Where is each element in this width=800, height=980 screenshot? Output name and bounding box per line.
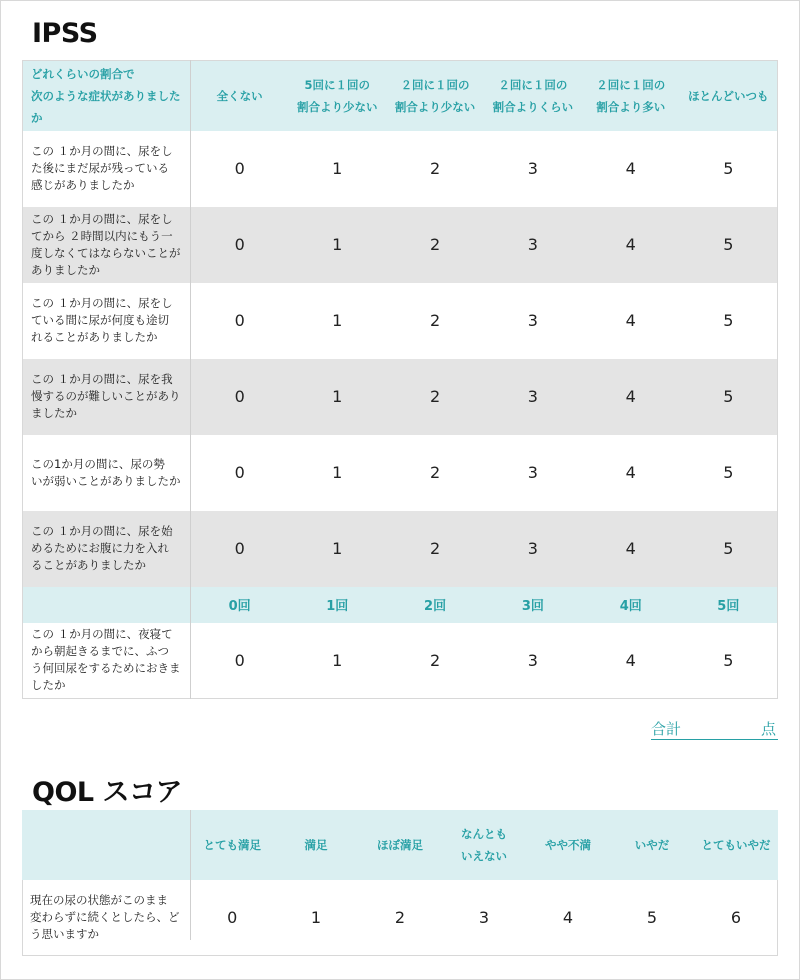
header-option-cell bbox=[358, 810, 442, 880]
score-option[interactable]: 2 bbox=[386, 435, 484, 511]
score-option[interactable]: 5 bbox=[610, 880, 694, 940]
header-option-cell bbox=[694, 810, 778, 880]
score-option[interactable]: 5 bbox=[680, 435, 778, 511]
score-option[interactable]: 2 bbox=[386, 207, 484, 283]
score-option[interactable]: 0 bbox=[191, 131, 289, 207]
text-line: ほとんどいつも bbox=[688, 88, 769, 103]
question-row bbox=[23, 207, 778, 283]
text-line: てから ２時間以内にもう一 bbox=[31, 228, 173, 243]
score-option[interactable]: 0 bbox=[191, 435, 289, 511]
total-label: 合計 bbox=[651, 720, 682, 738]
header-option-cell bbox=[680, 61, 778, 131]
text-line: 割合より多い bbox=[596, 99, 666, 114]
text-line: めるためにお腹に力を入れ bbox=[31, 541, 169, 555]
text-line: とても満足 bbox=[203, 838, 261, 852]
text-line: したか bbox=[31, 678, 66, 693]
text-line: 感じがありましたか bbox=[31, 178, 135, 192]
count-header-cell: 5回 bbox=[680, 587, 778, 623]
text-line: この １か月の間に、尿をし bbox=[31, 211, 173, 226]
text-line: う何回尿をするためにおきま bbox=[31, 661, 181, 676]
text-line: なんとも bbox=[461, 827, 507, 841]
text-line: ２回に１回の bbox=[498, 77, 568, 92]
score-option[interactable]: 3 bbox=[484, 207, 582, 283]
score-option[interactable]: 3 bbox=[484, 131, 582, 207]
header-option-cell bbox=[190, 810, 274, 880]
header-option-cell bbox=[484, 61, 582, 131]
score-option[interactable]: 2 bbox=[386, 131, 484, 207]
text-line: ましたか bbox=[31, 406, 77, 420]
question-text bbox=[23, 623, 191, 699]
score-option[interactable]: 2 bbox=[386, 359, 484, 435]
score-option[interactable]: 3 bbox=[442, 880, 526, 940]
score-option[interactable]: 3 bbox=[484, 435, 582, 511]
header-option-cell bbox=[288, 61, 386, 131]
question-row bbox=[23, 359, 778, 435]
score-option[interactable]: 4 bbox=[526, 880, 610, 940]
text-line: ２回に１回の bbox=[596, 77, 666, 92]
question-row bbox=[23, 131, 778, 207]
score-option[interactable]: 2 bbox=[386, 283, 484, 359]
score-option[interactable]: 0 bbox=[191, 623, 289, 699]
text-line: ている間に尿が何度も途切 bbox=[31, 313, 169, 327]
text-line: この １か月の間に、尿をし bbox=[31, 296, 173, 310]
text-line: この １か月の間に、尿をし bbox=[31, 144, 173, 158]
score-option[interactable]: 4 bbox=[582, 207, 680, 283]
score-option[interactable]: 1 bbox=[288, 623, 386, 699]
score-option[interactable]: 0 bbox=[191, 207, 289, 283]
score-option[interactable]: 5 bbox=[680, 359, 778, 435]
text-line: 割合より少ない bbox=[394, 99, 476, 114]
header-option-cell bbox=[526, 810, 610, 880]
header-question-cell bbox=[23, 61, 191, 131]
count-header-cell: 2回 bbox=[386, 587, 484, 623]
header-option-cell bbox=[442, 810, 526, 880]
score-option[interactable]: 0 bbox=[190, 880, 274, 940]
header-option-cell bbox=[274, 810, 358, 880]
text-line: この １か月の間に、夜寝て bbox=[31, 627, 173, 642]
text-line: 割合よりくらい bbox=[492, 99, 574, 114]
ipss-table bbox=[22, 60, 778, 699]
text-line: どれくらいの割合で bbox=[31, 66, 135, 81]
header-option-cell bbox=[582, 61, 680, 131]
question-text bbox=[23, 283, 191, 359]
header-question-cell bbox=[22, 810, 190, 880]
score-option[interactable]: 0 bbox=[191, 283, 289, 359]
text-line: う思いますか bbox=[30, 926, 99, 940]
text-line: 全くない bbox=[216, 88, 263, 103]
score-option[interactable]: 3 bbox=[484, 623, 582, 699]
question-row bbox=[23, 511, 778, 587]
text-line: この １か月の間に、尿を我 bbox=[31, 372, 173, 386]
table-header-row bbox=[23, 61, 778, 131]
count-header-cell: 1回 bbox=[288, 587, 386, 623]
score-option[interactable]: 6 bbox=[694, 880, 778, 940]
score-option[interactable]: 2 bbox=[386, 511, 484, 587]
header-option-cell bbox=[386, 61, 484, 131]
score-option[interactable]: 4 bbox=[582, 359, 680, 435]
text-line: から朝起きるまでに、ふつ bbox=[31, 644, 169, 659]
score-option[interactable]: 5 bbox=[680, 207, 778, 283]
text-line: た後にまだ尿が残っている bbox=[31, 161, 169, 175]
score-option[interactable]: 4 bbox=[582, 623, 680, 699]
score-option[interactable]: 1 bbox=[288, 511, 386, 587]
score-option[interactable]: 3 bbox=[484, 511, 582, 587]
score-option[interactable]: 1 bbox=[288, 359, 386, 435]
qol-table bbox=[22, 810, 778, 940]
score-option[interactable]: 0 bbox=[191, 359, 289, 435]
text-line: れることがありましたか bbox=[31, 330, 158, 344]
score-option[interactable]: 1 bbox=[288, 131, 386, 207]
score-option[interactable]: 2 bbox=[386, 623, 484, 699]
count-header-cell: 4回 bbox=[582, 587, 680, 623]
qol-title: QOL スコア bbox=[32, 777, 183, 808]
count-header-blank bbox=[23, 587, 191, 623]
question-text bbox=[23, 511, 191, 587]
question-text bbox=[23, 359, 191, 435]
text-line: いが弱いことがありましたか bbox=[31, 473, 181, 488]
text-line: ることがありましたか bbox=[31, 558, 146, 572]
question-row bbox=[23, 283, 778, 359]
question-row bbox=[23, 623, 778, 699]
text-line: 満足 bbox=[304, 838, 328, 852]
score-option[interactable]: 4 bbox=[582, 435, 680, 511]
total-unit: 点 bbox=[760, 720, 776, 738]
question-text bbox=[23, 435, 191, 511]
table-header-row bbox=[22, 810, 778, 880]
text-line: ２回に１回の bbox=[400, 77, 470, 92]
text-line: とてもいやだ bbox=[701, 838, 771, 852]
text-line: 5回に１回の bbox=[304, 77, 370, 92]
ipss-title: IPSS bbox=[32, 18, 98, 49]
score-option[interactable]: 2 bbox=[358, 880, 442, 940]
text-line: いやだ bbox=[634, 838, 670, 852]
text-line: 変わらずに続くとしたら、ど bbox=[30, 909, 180, 924]
qol-table-wrapper bbox=[22, 810, 778, 940]
header-option-cell bbox=[610, 810, 694, 880]
question-text bbox=[23, 131, 191, 207]
text-line: ありましたか bbox=[31, 262, 100, 277]
text-line: やや不満 bbox=[545, 838, 591, 852]
count-header-cell: 3回 bbox=[484, 587, 582, 623]
score-option[interactable]: 3 bbox=[484, 283, 582, 359]
score-option[interactable]: 4 bbox=[582, 131, 680, 207]
total-score-field[interactable] bbox=[651, 716, 778, 740]
score-option[interactable]: 0 bbox=[191, 511, 289, 587]
text-line: 度しなくてはならないことが bbox=[31, 245, 181, 260]
text-line: この １か月の間に、尿を始 bbox=[31, 524, 173, 538]
question-text bbox=[23, 207, 191, 283]
text-line: 現在の尿の状態がこのまま bbox=[30, 892, 168, 907]
question-text bbox=[22, 880, 190, 940]
question-row bbox=[22, 880, 778, 940]
score-option[interactable]: 5 bbox=[680, 283, 778, 359]
text-line: 慢するのが難しいことがあり bbox=[31, 389, 181, 403]
text-line: 割合より少ない bbox=[296, 99, 378, 114]
question-row bbox=[23, 435, 778, 511]
count-header-cell: 0回 bbox=[191, 587, 289, 623]
text-line: この1か月の間に、尿の勢 bbox=[31, 456, 165, 471]
score-option[interactable]: 4 bbox=[582, 283, 680, 359]
score-option[interactable]: 1 bbox=[288, 435, 386, 511]
score-option[interactable]: 3 bbox=[484, 359, 582, 435]
score-option[interactable]: 4 bbox=[582, 511, 680, 587]
score-option[interactable]: 1 bbox=[288, 283, 386, 359]
header-option-cell bbox=[191, 61, 289, 131]
count-header-row bbox=[23, 587, 778, 623]
text-line: 次のような症状がありましたか bbox=[31, 88, 181, 125]
score-option[interactable]: 1 bbox=[288, 207, 386, 283]
text-line: いえない bbox=[461, 849, 507, 863]
score-option[interactable]: 1 bbox=[274, 880, 358, 940]
text-line: ほぼ満足 bbox=[377, 838, 423, 852]
score-option[interactable]: 5 bbox=[680, 511, 778, 587]
score-option[interactable]: 5 bbox=[680, 623, 778, 699]
score-option[interactable]: 5 bbox=[680, 131, 778, 207]
